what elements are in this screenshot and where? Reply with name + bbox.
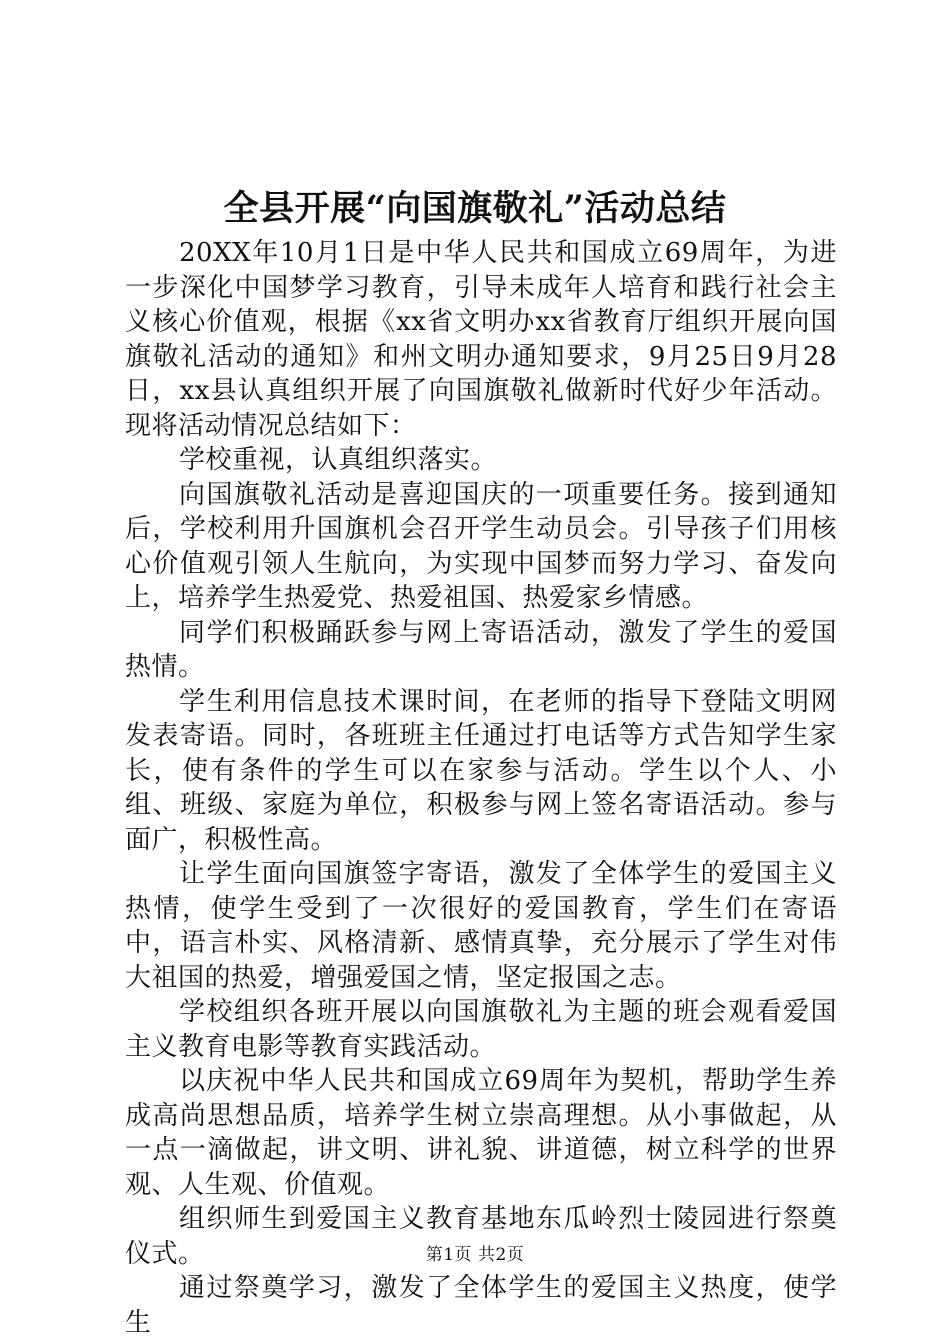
document-body bbox=[125, 236, 837, 1340]
paragraph: 让学生面向国旗签字寄语，激发了全体学生的爱国主义热情，使学生受到了一次很好的爱国教育，学生们在寄语中，语言朴实、风格清新、感情真挚，充分展示了学生对伟大祖国的热爱，增强爱国之情，坚定报国之志。 bbox=[125, 859, 837, 993]
paragraph: 20XX年10月1日是中华人民共和国成立69周年，为进一步深化中国梦学习教育，引导未成年人培育和践行社会主义核心价值观，根据《xx省文明办xx省教育厅组织开展向国旗敬礼活动的通知》和州文明办通知要求，9月25日9月28日，xx县认真组织开展了向国旗敬礼做新时代好少年活动。现将活动情况总结如下： bbox=[125, 238, 837, 441]
paragraph: 学校重视，认真组织落实。 bbox=[179, 445, 498, 475]
paragraph: 以庆祝中华人民共和国成立69周年为契机，帮助学生养成高尚思想品质，培养学生树立崇高理想。从小事做起，从一点一滴做起，讲文明、讲礼貌、讲道德，树立科学的世界观、人生观、价值观。 bbox=[125, 1066, 837, 1200]
paragraph: 学生利用信息技术课时间，在老师的指导下登陆文明网发表寄语。同时，各班班主任通过打电话等方式告知学生家长，使有条件的学生可以在家参与活动。学生以个人、小组、班级、家庭为单位，积极参与网上签名寄语活动。参与面广，积极性高。 bbox=[125, 686, 837, 855]
paragraph: 向国旗敬礼活动是喜迎国庆的一项重要任务。接到通知后，学校利用升国旗机会召开学生动员会。引导孩子们用核心价值观引领人生航向，为实现中国梦而努力学习、奋发向上，培养学生热爱党、热爱祖国、热爱家乡情感。 bbox=[125, 479, 837, 613]
page-number-footer: 第1页 共2页 bbox=[425, 1245, 525, 1265]
document-title: 全县开展“向国旗敬礼”活动总结 bbox=[223, 188, 727, 229]
paragraph: 同学们积极踊跃参与网上寄语活动，激发了学生的爱国热情。 bbox=[125, 617, 837, 682]
paragraph: 学校组织各班开展以向国旗敬礼为主题的班会观看爱国主义教育电影等教育实践活动。 bbox=[125, 997, 837, 1062]
paragraph: 组织师生到爱国主义教育基地东瓜岭烈士陵园进行祭奠仪式。 bbox=[125, 1204, 837, 1269]
paragraph: 通过祭奠学习，激发了全体学生的爱国主义热度，使学生 bbox=[125, 1273, 837, 1338]
